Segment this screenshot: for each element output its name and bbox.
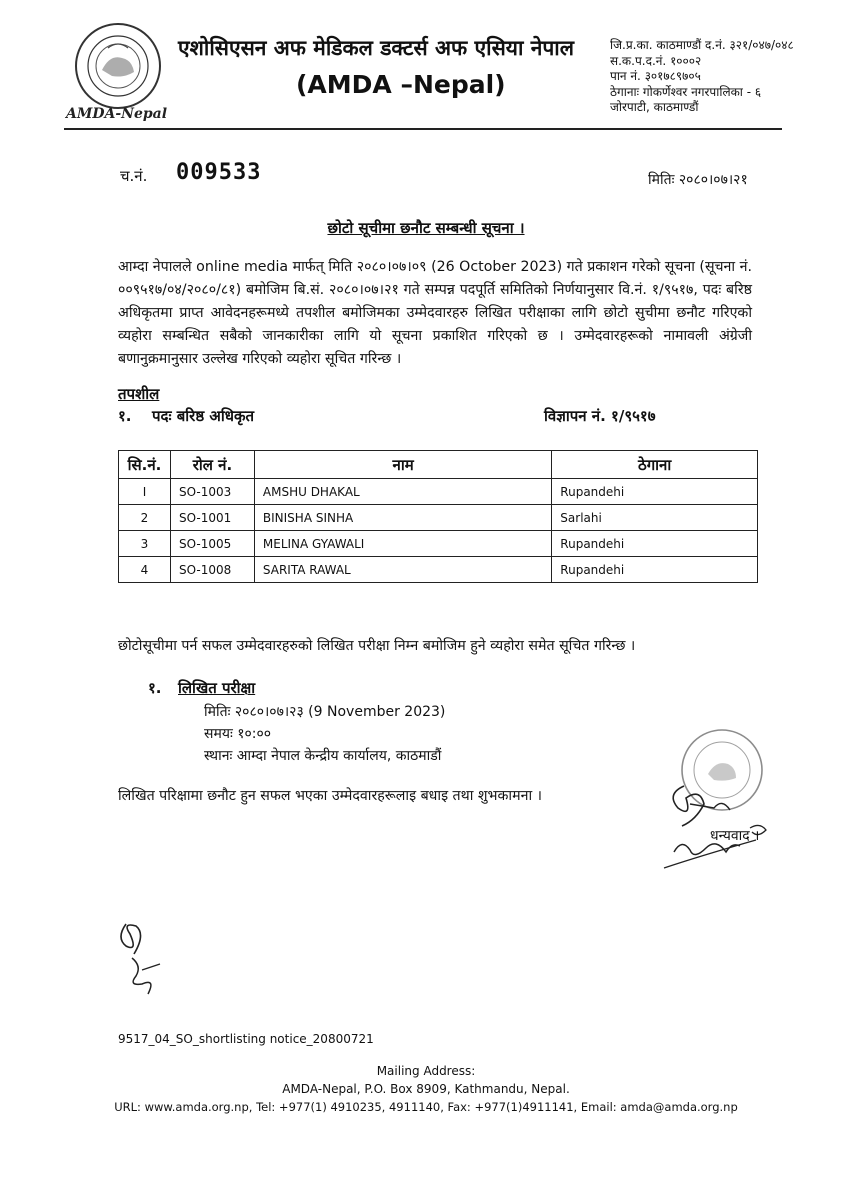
exam-intro: छोटोसूचीमा पर्न सफल उम्मेदवारहरुको लिखित परीक्षा निम्न बमोजिम हुने व्यहोरा समेत सूचित गरिन्छ । [118, 638, 636, 654]
cell-address: Rupandehi [552, 531, 758, 557]
registration-details [610, 38, 794, 116]
notice-subject-text: छोटो सूचीमा छनौट सम्बन्धी सूचना । [327, 219, 525, 237]
col-header-roll: रोल नं. [170, 451, 254, 479]
table-header-row [119, 451, 758, 479]
header-divider [64, 128, 782, 130]
org-name: एशोसिएसन अफ मेडिकल डक्टर्स अफ एसिया नेपाल [178, 36, 574, 60]
mailing-label: Mailing Address: [376, 1064, 476, 1078]
post-line [118, 406, 254, 426]
logo-text: AMDA-Nepal [66, 106, 168, 122]
cell-sn: 3 [119, 531, 171, 557]
cell-name: SARITA RAWAL [254, 557, 551, 583]
exam-number: १. [148, 679, 162, 697]
org-abbreviation: (AMDA –Nepal) [296, 70, 506, 99]
cell-name: BINISHA SINHA [254, 505, 551, 531]
registration-line: ठेगानाः गोकर्णेश्वर नगरपालिका - ६ [610, 84, 762, 99]
cell-sn: 2 [119, 505, 171, 531]
cell-name: MELINA GYAWALI [254, 531, 551, 557]
registration-line: स.क.प.द.नं. १०००२ [610, 53, 702, 68]
amda-logo [62, 14, 182, 124]
table-row [119, 531, 758, 557]
table-row [119, 479, 758, 505]
thanks-text: धन्यवाद । [710, 828, 760, 844]
exam-time: समयः १०:०० [204, 726, 272, 742]
cell-roll: SO-1008 [170, 557, 254, 583]
cell-sn: 4 [119, 557, 171, 583]
post-number: १. [118, 407, 132, 425]
advertisement-number: विज्ञापन नं. १/९५१७ [544, 407, 656, 425]
exam-date: मितिः २०८०।०७।२३ (9 November 2023) [204, 704, 446, 720]
cell-address: Rupandehi [552, 557, 758, 583]
table-row [119, 505, 758, 531]
signature [660, 768, 790, 878]
cell-roll: SO-1005 [170, 531, 254, 557]
registration-line: जि.प्र.का. काठमाण्डौं द.नं. ३२१/०४७/०४८ [610, 38, 794, 52]
ref-label: च.नं. [120, 167, 148, 185]
mailing-address: AMDA-Nepal, P.O. Box 8909, Kathmandu, Nepal. [282, 1082, 570, 1096]
post-label: पदः बरिष्ठ अधिकृत [152, 407, 255, 425]
exam-venue: स्थानः आम्दा नेपाल केन्द्रीय कार्यालय, काठमाडौं [204, 748, 442, 764]
notice-subject [0, 218, 852, 238]
contact-details: URL: www.amda.org.np, Tel: +977(1) 4910235, 4911140, Fax: +977(1)4911141, Email: amda@amda.org.np [114, 1100, 738, 1114]
cell-address: Rupandehi [552, 479, 758, 505]
registration-line: जोरपाटी, काठमाण्डौं [610, 100, 699, 114]
details-heading: तपशील [118, 385, 160, 403]
cell-roll: SO-1003 [170, 479, 254, 505]
closing-wishes: लिखित परिक्षामा छनौट हुन सफल भएका उम्मेदवारहरूलाइ बधाइ तथा शुभकामना । [118, 788, 543, 804]
registration-line: पान नं. ३०१७८९७०५ [610, 69, 701, 83]
cell-sn: I [119, 479, 171, 505]
col-header-name: नाम [254, 451, 551, 479]
col-header-address: ठेगाना [552, 451, 758, 479]
cell-address: Sarlahi [552, 505, 758, 531]
issue-date: मितिः २०८०।०७।२१ [648, 172, 748, 188]
document-file-name: 9517_04_SO_shortlisting notice_20800721 [118, 1032, 374, 1046]
exam-heading [148, 678, 255, 698]
cell-roll: SO-1001 [170, 505, 254, 531]
initial-signature [112, 914, 172, 998]
notice-body: आम्दा नेपालले online media मार्फत् मिति २०८०।०७।०९ (26 October 2023) गते प्रकाशन गरेको सूचना (सूचना नं. ००९५१७/०४/२०८०/८१) बमोजिम बि.सं. २०८०।०७।२१ गते सम्पन्न पदपूर्ति समितिको निर्णयानुसार वि.नं. १/९५१७, पदः बरिष्ठ अधिकृतमा प्राप्त आवेदनहरूमध्ये तपशील बमोजिमका उम्मेदवारहरु लिखित परीक्षाका लागि छोटो सुचीमा छनौट गरिएको व्यहोरा सम्बन्धित सबैको जानकारीका लागि यो सूचना प्रकाशित गरिएको छ । उम्मेदवारहरूको नामावली अंग्रेजी बणानुक्रमानुसार उल्लेख गरिएको व्यहोरा सूचित गरिन्छ । [118, 259, 752, 367]
exam-title: लिखित परीक्षा [178, 679, 256, 697]
cell-name: AMSHU DHAKAL [254, 479, 551, 505]
col-header-sn: सि.नं. [119, 451, 171, 479]
table-row [119, 557, 758, 583]
candidates-table [118, 450, 758, 583]
serial-number: 009533 [176, 160, 262, 185]
